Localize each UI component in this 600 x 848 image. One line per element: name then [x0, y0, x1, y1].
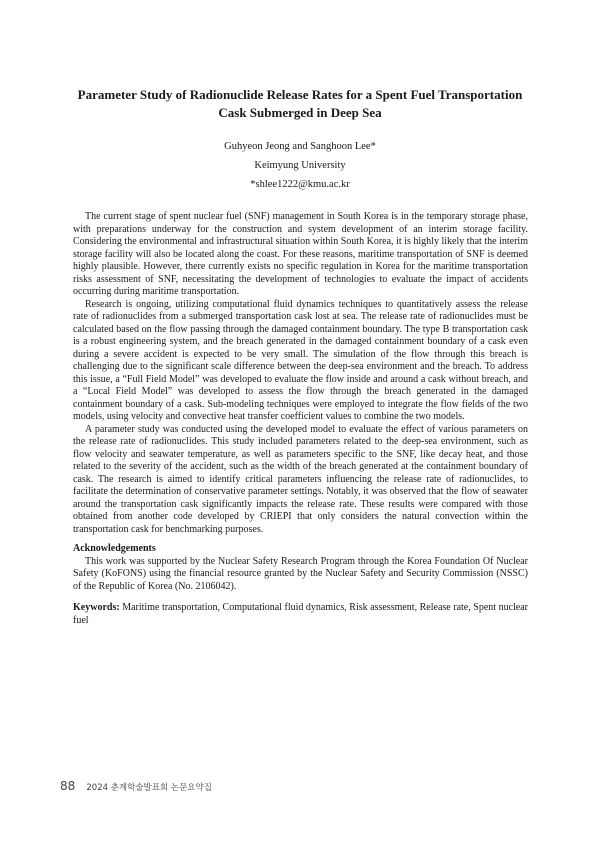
- abstract-body: [73, 211, 528, 627]
- paper-title-line-2: Cask Submerged in Deep Sea: [218, 105, 382, 120]
- conference-name: 2024 춘계학술발표회 논문요약집: [86, 783, 212, 793]
- page-number: 88: [60, 779, 76, 793]
- paper-title: [60, 86, 540, 122]
- keywords-line: [73, 602, 528, 627]
- page-footer: [60, 775, 212, 791]
- keywords-text: Maritime transportation, Computational fluid dynamics, Risk assessment, Release rate, Spent nuclear fuel: [73, 602, 528, 626]
- acknowledgements-heading: Acknowledgements: [73, 543, 156, 554]
- paper-title-line-1: Parameter Study of Radionuclide Release Rates for a Spent Fuel Transportation: [77, 87, 523, 102]
- body-paragraph-1: The current stage of spent nuclear fuel (SNF) management in South Korea is in the temporary storage phase, with preparations underway for the construction and system development of an interim storage facility. Considering the environmental and infrastructural situation within South Korea, it is highly likely that the interim storage facility will also be located along the coast. For these reasons, maritime transportation of SNF is deemed highly plausible. However, there currently exists no specific regulation in Korea for the maritime transportation risks assessment of SNF, necessitating the development of technologies to evaluate the impact of accidents occurring during maritime transportation.: [73, 211, 528, 297]
- author-email: *shlee1222@kmu.ac.kr: [250, 179, 350, 190]
- keywords-label: Keywords:: [73, 602, 120, 613]
- author-names: Guhyeon Jeong and Sanghoon Lee*: [224, 141, 376, 152]
- author-affiliation: Keimyung University: [254, 160, 346, 171]
- body-paragraph-3: A parameter study was conducted using the developed model to evaluate the effect of various parameters on the release rate of radionuclides. This study included parameters related to the deep-sea environment, such as flow velocity and seawater temperature, as well as parameters specific to the SNF, like decay heat, and those related to the severity of the accident, such as the width of the breach generated at the containment boundary of cask. The research is aimed to identify critical parameters influencing the release rate of radionuclides, to facilitate the determination of conservative parameter settings. Notably, it was observed that the flow of seawater around the transportation cask significantly impacts the release rate. These results were compared with those obtained from another code developed by CRIEPI that only considers the natural convection within the transportation cask for benchmarking purposes.: [73, 423, 528, 535]
- body-paragraph-2: Research is ongoing, utilizing computational fluid dynamics techniques to quantitatively assess the release rate of radionuclides from a submerged transportation cask lost at sea. The release rate of radionuclides must be calculated based on the flow passing through the damaged containment boundary. The type B transportation cask is a robust engineering system, and the breach generated in the damaged containment boundary of a cask even during a severe accident is expected to be very small. The simulation of the flow through this breach is challenging due to the significant scale difference between the deep-sea environment and the breach. To address this issue, a “Full Field Model” was developed to evaluate the flow inside and around a cask without breach, and a “Local Field Model” was developed to assess the flow through the breach generated in the damaged containment boundary of a cask. Sub-modeling techniques were employed to integrate the flow fields of the two models, using velocity and convective heat transfer coefficient values to combine the two models.: [73, 298, 528, 422]
- acknowledgements-text: This work was supported by the Nuclear Safety Research Program through the Korea Foundation Of Nuclear Safety (KoFONS) using the financial resource granted by the Nuclear Safety and Security Commission (NSSC) of the Republic of Korea (No. 2106042).: [73, 555, 528, 592]
